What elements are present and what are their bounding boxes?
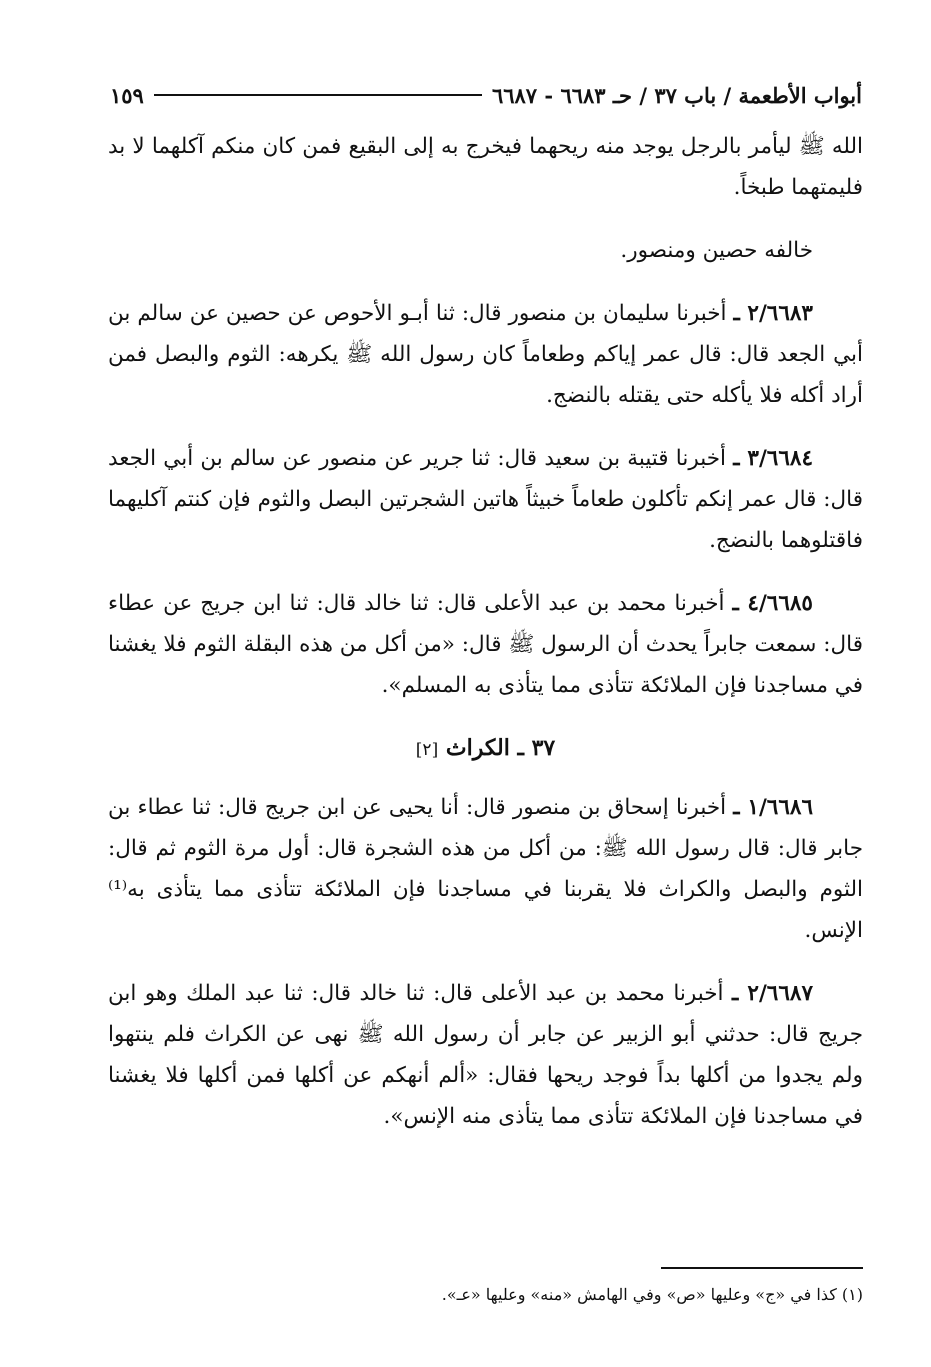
footnote xyxy=(108,1282,863,1308)
hadith-number: ٢/٦٦٨٧ ـ xyxy=(731,981,813,1006)
footnote-rule xyxy=(661,1267,863,1269)
hadith-number: ٣/٦٦٨٤ ـ xyxy=(733,446,813,471)
section-title: ٣٧ ـ الكراث xyxy=(445,735,556,761)
paragraph-text: أخبرنا محمد بن عبد الأعلى قال: ثنا خالد قال: ثنا ابن جريج عن عطاء قال: سمعت جابراً يحدث أن الرسول ﷺ قال: «من أكل من هذه البقلة الثوم فلا يغشنا في مساجدنا فإن الملائكة تتأذى مما يتأذى به المسلم». xyxy=(108,591,863,698)
note-paragraph xyxy=(108,230,863,271)
hadith-paragraph-6687 xyxy=(108,973,863,1137)
running-header-title: أبواب الأطعمة / باب ٣٧ / حـ ٦٦٨٣ - ٦٦٨٧ xyxy=(491,82,862,108)
hadith-number: ٤/٦٦٨٥ ـ xyxy=(732,591,813,616)
footnote-text: (١) كذا في «ج» وعليها «ص» وفي الهامش «منه» وعليها «عـ». xyxy=(441,1285,863,1304)
hadith-number: ٢/٦٦٨٣ ـ xyxy=(733,301,813,326)
hadith-paragraph-6685 xyxy=(108,583,863,706)
hadith-number: ١/٦٦٨٦ ـ xyxy=(733,795,813,820)
running-header xyxy=(110,78,862,112)
hadith-paragraph-6686 xyxy=(108,787,863,951)
paragraph-text: أخبرنا سليمان بن منصور قال: ثنا أبـو الأحوص عن حصين عن سالم بن أبي الجعد قال: قال عمر إياكم وطعاماً كان رسول الله ﷺ يكرهه: الثوم والبصل فمن أراد أكله فلا يأكله حتى يقتله بالنضج. xyxy=(108,301,863,408)
continuation-paragraph xyxy=(108,126,863,208)
paragraph-text: خالفه حصين ومنصور. xyxy=(620,238,813,263)
hadith-paragraph-6683 xyxy=(108,293,863,416)
paragraph-text: أخبرنا قتيبة بن سعيد قال: ثنا جرير عن منصور عن سالم بن أبي الجعد قال: قال عمر إنكم تأكلون طعاماً خبيثاً هاتين الشجرتين البصل والثوم فإن كنتم آكليهما فاقتلوهما بالنضج. xyxy=(108,446,863,553)
paragraph-text: الله ﷺ ليأمر بالرجل يوجد منه ريحهما فيخرج به إلى البقيع فمن كان منكم آكلهما لا بد فليمتهما طبخاً. xyxy=(108,134,863,200)
paragraph-text: أخبرنا إسحاق بن منصور قال: أنا يحيى عن ابن جريج قال: ثنا عطاء بن جابر قال: قال رسول الله ﷺ: من أكل من هذه الشجرة قال: أول مرة الثوم ثم قال: الثوم والبصل والكراث فلا يقربنا في مساجدنا فإن الملائكة تتأذى مما يتأذى به⁽¹⁾ الإنس. xyxy=(108,795,863,943)
section-reference: [٢] xyxy=(415,740,439,760)
paragraph-text: أخبرنا محمد بن عبد الأعلى قال: ثنا خالد قال: ثنا عبد الملك وهو ابن جريج قال: حدثني أبو الزبير عن جابر أن رسول الله ﷺ نهى عن الكراث فلم ينتهوا ولم يجدوا من أكلها بداً فوجد ريحها فقال: «ألم أنهكم عن أكلها فمن أكلها فلا يغشنا في مساجدنا فإن الملائكة تتأذى مما يتأذى منه الإنس». xyxy=(108,981,863,1129)
section-heading xyxy=(108,728,863,771)
page-number: ١٥٩ xyxy=(110,82,144,108)
header-rule xyxy=(154,94,482,96)
hadith-paragraph-6684 xyxy=(108,438,863,561)
body-text xyxy=(108,126,863,1159)
